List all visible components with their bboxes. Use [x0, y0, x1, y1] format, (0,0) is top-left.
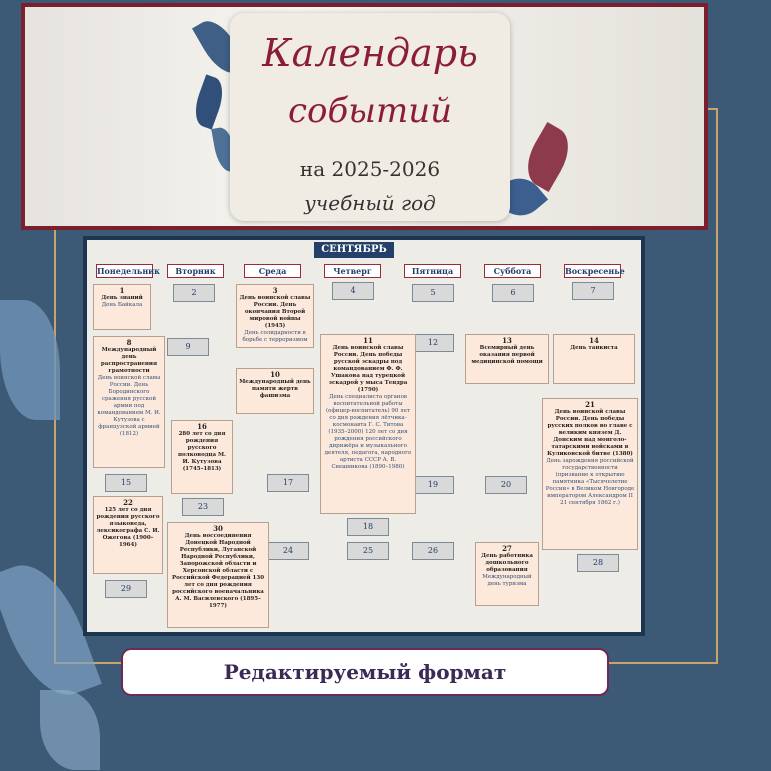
weekday-sunday: Воскресенье — [565, 266, 625, 276]
event-title: День воссоединения Донецкой Народной Республики, Луганской Народной Республики, Запорожской области и Херсонской области с Российской Федерацией 130 лет со дня рождения российского военачальника А. М. Василевского (1895–1977) — [171, 533, 265, 609]
weekday-tuesday: Вторник — [167, 264, 224, 278]
event-day-number: 30 — [213, 524, 223, 533]
event-day-number: 3 — [272, 286, 278, 295]
event-card — [171, 420, 233, 494]
weekday-friday: Пятница — [404, 264, 461, 278]
event-card — [93, 496, 163, 574]
event-card — [236, 284, 314, 348]
event-day-number: 11 — [363, 336, 373, 345]
event-note: День воинской славы России. День Бородинского сражения русской армии под командованием М. И. Кутузова с французской армией (1812) — [97, 375, 161, 437]
event-title: Международный день распространения грамотности — [100, 347, 158, 374]
event-title: День знаний — [101, 295, 143, 301]
event-title: День воинской славы России. День победы русской эскадры под командованием Ф. Ф. Ушакова над турецкой эскадрой у мыса Тендра (1790) — [328, 345, 408, 393]
event-card — [465, 334, 549, 384]
event-day-number: 14 — [589, 336, 599, 345]
calendar-preview — [83, 236, 645, 636]
event-day-number: 8 — [126, 338, 132, 347]
weekday-monday: Понедельник — [97, 266, 160, 276]
event-note: Международный день туризма — [482, 574, 532, 587]
date-cell: 17 — [267, 474, 309, 492]
event-card — [553, 334, 635, 384]
subtitle-line-2: учебный год — [304, 191, 436, 215]
event-day-number: 10 — [270, 370, 280, 379]
date-cell: 20 — [485, 476, 527, 494]
date-cell: 24 — [267, 542, 309, 560]
title-card — [230, 13, 510, 221]
blue-leaf-decoration — [40, 690, 100, 770]
date-cell: 23 — [182, 498, 224, 516]
event-day-number: 21 — [585, 400, 595, 409]
event-day-number: 27 — [502, 544, 512, 553]
date-cell: 9 — [167, 338, 209, 356]
event-day-number: 22 — [123, 498, 133, 507]
date-cell: 2 — [173, 284, 215, 302]
event-title: Всемирный день оказания первой медицинской помощи — [471, 345, 543, 365]
event-card — [93, 284, 151, 330]
event-note: День специалиста органов воспитательной работы (офицер-воспитатель) 90 лет со дня рождения лётчика-космонавта Г. С. Титова (1935–2000) 120 лет со дня рождения российского дирижёра и музыкального деятеля, педагога, народного артиста СССР А. В. Свешникова (1890–1980) — [324, 394, 412, 470]
event-title: Международный день памяти жертв фашизма — [239, 379, 311, 399]
date-cell: 12 — [412, 334, 454, 352]
date-cell: 18 — [347, 518, 389, 536]
event-note: День солидарности в борьбе с терроризмом — [242, 330, 308, 343]
title-line-1: Календарь — [262, 31, 478, 75]
event-card — [236, 368, 314, 414]
date-cell: 28 — [577, 554, 619, 572]
event-title: День танкиста — [570, 345, 618, 351]
date-cell: 25 — [347, 542, 389, 560]
header-banner — [21, 3, 708, 230]
date-cell: 19 — [412, 476, 454, 494]
event-title: День работника дошкольного образования — [481, 553, 533, 573]
event-card — [93, 336, 165, 468]
event-card — [320, 334, 416, 514]
weekday-saturday: Суббота — [484, 264, 541, 278]
event-title: 280 лет со дня рождения русского полководца М. И. Кутузова (1745–1813) — [178, 431, 226, 472]
event-day-number: 16 — [197, 422, 207, 431]
editable-format-button[interactable]: Редактируемый формат — [121, 648, 609, 696]
weekday-thursday: Четверг — [324, 264, 381, 278]
subtitle-line-1: на 2025-2026 — [299, 157, 441, 181]
event-day-number: 13 — [502, 336, 512, 345]
event-note: День зарождения российской государственности (призвание к открытию памятника «Тысячелетие России» в Великом Новгороде императором Александром II 21 сентября 1862 г.) — [545, 458, 635, 506]
event-card — [167, 522, 269, 628]
date-cell: 5 — [412, 284, 454, 302]
blue-leaf-decoration — [0, 300, 60, 420]
event-title: День воинской славы России. День окончания Второй мировой войны (1945) — [239, 295, 311, 329]
date-cell: 15 — [105, 474, 147, 492]
event-note: День Байкала — [101, 302, 143, 308]
date-cell: 6 — [492, 284, 534, 302]
date-cell: 4 — [332, 282, 374, 300]
date-cell: 26 — [412, 542, 454, 560]
date-cell: 7 — [572, 282, 614, 300]
date-cell: 29 — [105, 580, 147, 598]
event-day-number: 1 — [119, 286, 125, 295]
event-title: День воинской славы России. День победы русских полков во главе с великим князем Д. Донским над монголо-татарскими войсками в Куликовской битве (1380) — [547, 409, 633, 457]
event-card — [542, 398, 638, 550]
event-title: 125 лет со дня рождения русского языковеда, лексикографа С. И. Ожегова (1900–1964) — [96, 507, 160, 548]
title-line-2: событий — [288, 91, 452, 131]
calendar-sheet — [87, 240, 641, 632]
month-label: СЕНТЯБРЬ — [314, 242, 394, 258]
weekday-wednesday: Среда — [244, 264, 301, 278]
event-card — [475, 542, 539, 606]
